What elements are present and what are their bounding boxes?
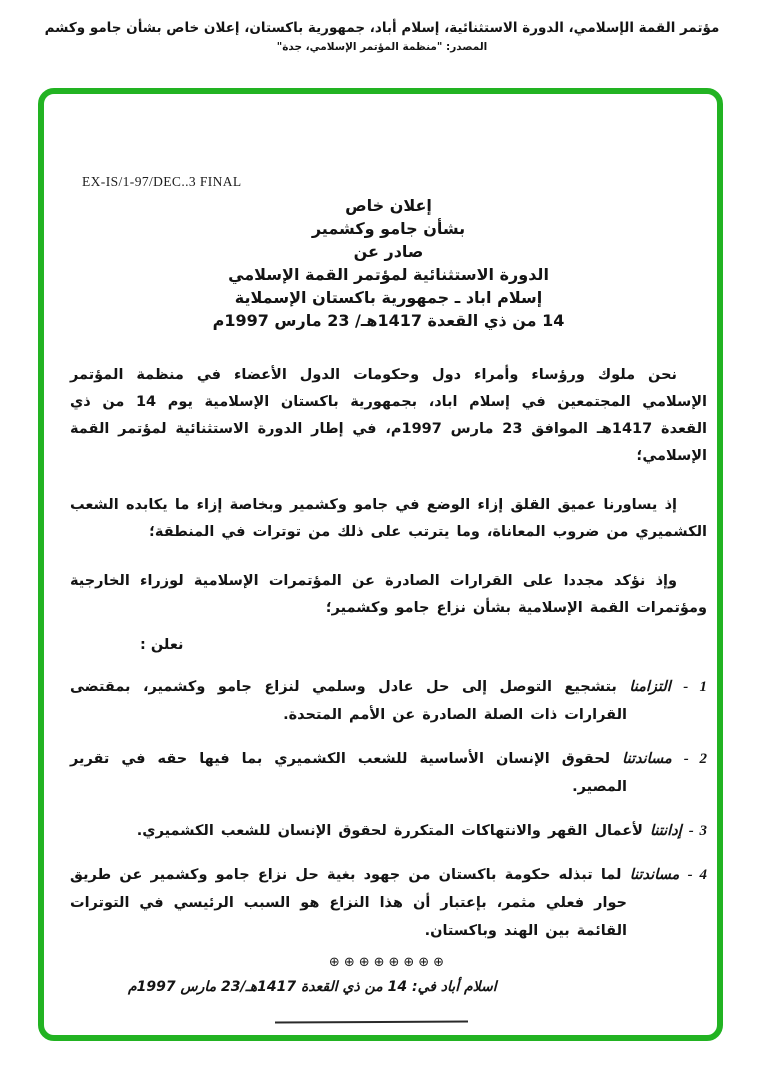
item-4-text: لما تبذله حكومة باكستان من جهود بغية حل نزاع جامو وكشمير عن طريق حوار فعلي مثمر، بإعتبار أن هذا النزاع هو السبب الرئيسي في التوترات القائمة بين الهند وباكستان.: [70, 867, 627, 939]
item-1-number: 1 -: [683, 679, 707, 695]
title-line-location: إسلام اباد ـ جمهورية باكستان الإسملاية: [234, 288, 543, 307]
dateline-text: اسلام أباد في: 14 من ذي القعدة 1417هـ/23 مارس 1997م: [128, 979, 497, 995]
signature-line: [275, 1020, 468, 1023]
declaration-item-4: [70, 861, 707, 945]
item-1-text: بتشجيع التوصل إلى حل عادل وسلمي لنزاع جامو وكشمير، بمقتضى القرارات ذات الصلة الصادرة عن الأمم المتحدة.: [70, 679, 627, 723]
title-line-issued-by: صادر عن: [353, 242, 424, 261]
declaration-item-2: [70, 745, 707, 801]
separator-symbols: ⊕⊕⊕⊕⊕⊕⊕⊕: [328, 955, 449, 970]
declare-label: نعلن :: [140, 637, 184, 653]
item-4-lead: مساندتنا: [629, 867, 680, 883]
item-2-number: 2 -: [683, 751, 707, 767]
declare-label-row: [70, 632, 707, 659]
item-3-number: 3 -: [688, 823, 707, 839]
declaration-item-1: [70, 673, 707, 729]
item-3-text: لأعمال القهر والانتهاكات المتكررة لحقوق الإنسان للشعب الكشميري.: [136, 823, 643, 839]
catalog-header-source: المصدر: "منظمة المؤتمر الإسلامي، جدة": [276, 41, 488, 53]
title-line-declaration: إعلان خاص: [345, 196, 432, 215]
preamble-paragraph-3: وإذ نؤكد مجددا على القرارات الصادرة عن المؤتمرات الإسلامية لوزراء الخارجية ومؤتمرات القمة الإسلامية بشأن نزاع جامو وكشمير؛: [70, 573, 707, 616]
title-block: [70, 194, 707, 332]
item-3-lead: إدانتنا: [649, 823, 682, 839]
reference-code: EX-IS/1-97/DEC..3 FINAL: [82, 174, 242, 189]
title-line-session: الدورة الاستثنائية لمؤتمر القمة الإسلامي: [228, 265, 549, 284]
preamble-paragraph-1: نحن ملوك ورؤساء وأمراء دول وحكومات الدول الأعضاء في منظمة المؤتمر الإسلامي المجتمعين في إسلام اباد، بجمهورية باكستان الإسلامية يوم 14 من ذي القعدة 1417هـ الموافق 23 مارس 1997م، في إطار الدورة الاستثنائية لمؤتمر القمة الإسلامي؛: [70, 367, 708, 464]
catalog-header: [0, 20, 764, 53]
declaration-items: [70, 673, 707, 945]
item-2-lead: مساندتنا: [622, 751, 672, 767]
title-line-subject: بشأن جامو وكشمير: [311, 219, 466, 238]
title-line-date: 14 من ذي القعدة 1417هـ/ 23 مارس 1997م: [212, 311, 565, 330]
dateline-row: [70, 976, 707, 995]
document-frame: [38, 88, 723, 1041]
item-2-text: لحقوق الإنسان الأساسية للشعب الكشميري بما فيها حقه في تقرير المصير.: [70, 751, 627, 795]
document-content: [44, 174, 717, 1023]
item-4-number: 4 -: [687, 867, 707, 883]
catalog-header-title: مؤتمر القمة الإسلامي، الدورة الاستثنائية، إسلام أباد، جمهورية باكستان، إعلان خاص بشأن جامو وكشم: [44, 20, 720, 36]
preamble-paragraph-2: إذ يساورنا عميق القلق إزاء الوضع في جامو وكشمير وبخاصة إزاء ما يكابده الشعب الكشميري من ضروب المعاناة، وما يترتب على ذلك من توترات في المنطقة؛: [70, 497, 707, 540]
declaration-item-3: [70, 817, 707, 845]
item-1-lead: التزامنا: [629, 679, 671, 695]
